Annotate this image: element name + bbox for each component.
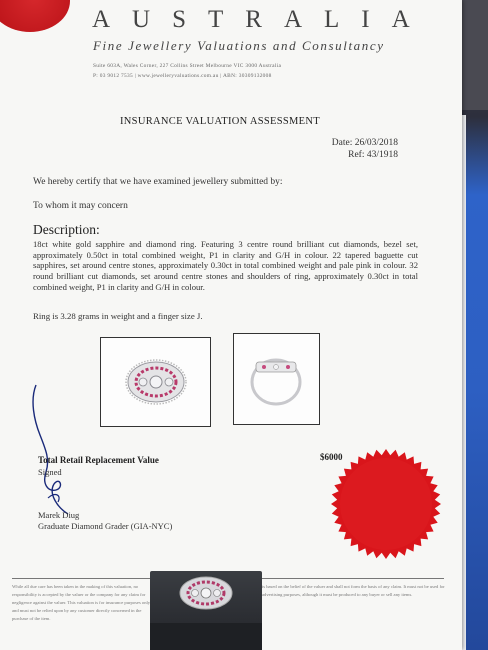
signed-label: Signed [38,467,62,477]
recipient-line: To whom it may concern [33,201,128,211]
document-ref: Ref: 43/1918 [348,150,398,160]
letterhead-address [93,61,281,81]
letterhead-seal-logo [0,0,70,32]
document-date: Date: 26/03/2018 [331,138,398,148]
appraiser-role: Graduate Diamond Grader (GIA-NYC) [38,521,173,531]
replacement-value-amount: $6000 [320,452,343,462]
footer-disclaimer-left: While all due care has been taken in the making of this valuation, no responsibility is accepted by the valuer or the company for any claim for negligence against the valuer. This valuation is for insurance purposes only and must not be relied upon by any customer directly concerned in the purchase of the item. [12,584,151,621]
description-text: 18ct white gold sapphire and diamond ring. Featuring 3 centre round brilliant cut diamonds, bezel set, approximately 0.50ct in total combined weight, P1 in clarity and G/H in colour. 22 tapered baguette cut sapphires, set around centre stones, approximately 0.30ct in total combined weight and pale pink in colour. 32 round brilliant cut diamonds, set around centre stones and shoulders of ring, approximately 0.30ct in total combined weight, P1 in clarity and G/H in colour. [33,239,418,292]
description-heading: Description: [33,222,100,237]
ring-on-display-image [150,571,262,631]
handwritten-signature [28,380,98,520]
contact-line: P: 03 9012 7535 | www.jewelleryvaluations.com.au | ABN: 30309132008 [93,73,272,79]
red-wax-seal [330,448,442,560]
ring-display-stand [150,571,262,650]
ring-weight-size: Ring is 3.28 grams in weight and a finger size J. [33,311,203,321]
certify-statement: We hereby certify that we have examined jewellery submitted by: [33,177,283,187]
ring-side-view-image [234,334,319,424]
ring-photo-top-view [100,337,211,427]
address-line: Suite 603A, Wales Corner, 227 Collins Street Melbourne VIC 3000 Australia [93,63,282,69]
brand-subtitle: Fine Jewellery Valuations and Consultancy [93,38,385,53]
appraiser-name: Marek Diug [38,510,80,520]
ring-top-view-image [101,338,210,426]
ring-photo-side-view [233,333,320,425]
footer-disclaimer-right: is based on the belief of the valuer and shall not form the basis of any claim. It must not be used for advertising purposes, although it must be produced to any buyer or sell any items. [262,584,445,597]
brand-name: AUSTRALIA [92,6,432,33]
document-title: INSURANCE VALUATION ASSESSMENT [120,116,320,127]
replacement-value-label: Total Retail Replacement Value [38,455,159,465]
